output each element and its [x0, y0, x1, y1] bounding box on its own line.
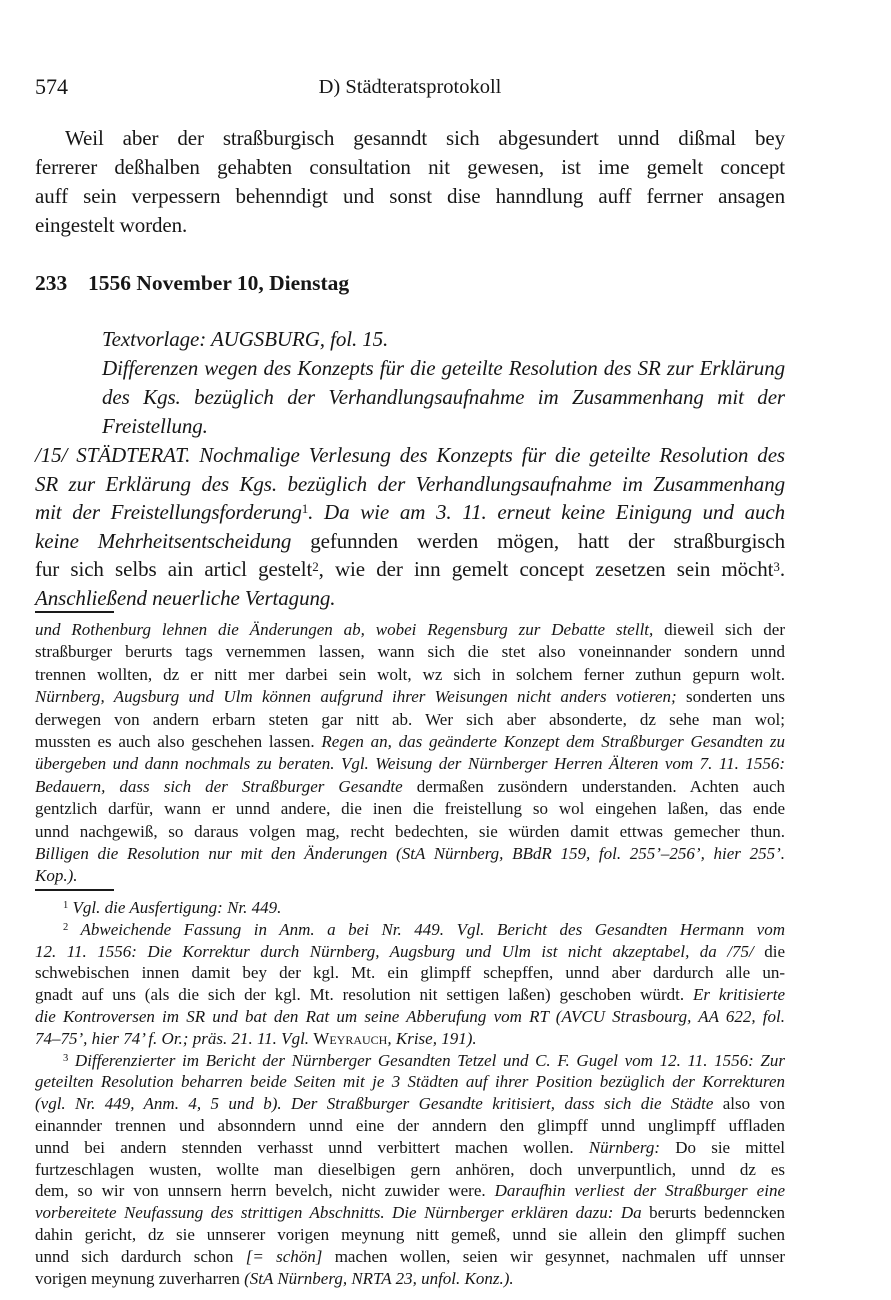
text-segment: /15/ STÄDTERAT. Nochmalige Verlesung des Konzepts für die geteilte Resolution des	[35, 443, 785, 467]
text-segment: 3	[63, 1052, 69, 1064]
text-line	[35, 584, 785, 613]
text-line	[35, 1137, 785, 1159]
text-line	[102, 383, 785, 412]
text-segment: schwebischen innen damit bey der kgl. Mt. ein glimpff schepffen, unnd aber dardurch alle un-	[35, 963, 785, 983]
footnote-separator-rule	[35, 889, 114, 891]
text-segment: 3	[773, 558, 780, 574]
text-line	[35, 124, 785, 153]
text-segment: Kop.).	[35, 866, 78, 886]
text-segment: Bedauern, dass sich der Straßburger Gesandte	[35, 776, 403, 796]
text-segment: unnd nachgewiß, so daraus volgen mag, recht bedechten, sie würden damit ettwas gemecher thun.	[35, 821, 785, 841]
text-line	[35, 941, 785, 963]
text-segment: unnd bei andern stennden verhasst unnd verbittert machen wollen.	[35, 1137, 574, 1157]
text-line	[35, 555, 785, 584]
text-line	[35, 753, 785, 775]
page-number: 574	[35, 74, 68, 99]
text-line	[35, 470, 785, 499]
text-segment: Freistellung.	[102, 414, 208, 438]
text-segment: Textvorlage: AUGSBURG, fol. 15.	[102, 327, 389, 351]
text-segment: also von	[713, 1094, 785, 1114]
text-segment: Daraufhin verliest der Straßburger eine	[485, 1181, 785, 1201]
text-segment: 2	[312, 558, 319, 574]
text-segment: Weyrauch	[313, 1028, 388, 1048]
text-segment: mit der Freistellungsforderung	[35, 500, 302, 525]
entry-date: 1556 November 10, Dienstag	[88, 271, 350, 295]
text-line	[35, 211, 785, 240]
text-segment: auff sein verpessern behenndigt und sonst dise hanndlung auff ferrner ansagen	[35, 184, 785, 208]
apparatus-separator-rule	[35, 611, 114, 613]
text-line	[35, 1006, 785, 1028]
text-line	[35, 153, 785, 182]
text-line	[35, 1115, 785, 1137]
text-segment: dem, so wir von unnsern herrn bevelch, nicht zuwider were.	[35, 1181, 486, 1201]
text-segment: (StA Nürnberg, NRTA 23, unfol. Konz.).	[244, 1268, 514, 1288]
text-segment: Do sie mittel	[660, 1137, 785, 1157]
text-segment: übergeben und dann nochmals zu beraten. Vgl. Weisung der Nürnberger Herren Älteren vom 7. 11. 1556:	[35, 754, 785, 774]
text-segment: Nürnberg:	[573, 1137, 660, 1157]
text-segment: gnadt auf uns (als die sich der kgl. Mt. resolution nit settigen laßen) geschoben würdt.	[35, 985, 685, 1005]
text-segment: berurts bedenncken	[641, 1203, 785, 1223]
text-line	[35, 1071, 785, 1093]
text-line	[35, 897, 785, 919]
text-segment: 1	[63, 900, 69, 912]
text-segment: fur sich selbs ain articl gestelt	[35, 557, 313, 582]
text-segment: Vgl. die Ausfertigung: Nr. 449.	[68, 898, 282, 917]
intro-paragraph	[35, 124, 785, 240]
text-line	[35, 1202, 785, 1224]
entry-body	[35, 441, 785, 613]
text-line	[35, 919, 785, 941]
text-segment: einannder trennen und absonndern unnd eine der anndern den glimpff unnd unglimpff uffladen	[35, 1115, 785, 1135]
text-segment: (vgl. Nr. 449, Anm. 4, 5 und b). Der Straßburger Gesandte kritisiert, dass sich die Städte	[35, 1094, 714, 1114]
text-segment: trennen wollten, dz er nitt mer darbei sein wolt, wz sich in solchem ferner zuthun gepurn wolt.	[35, 664, 785, 684]
running-title: D) Städteratsprotokoll	[318, 76, 502, 98]
text-line	[35, 984, 785, 1006]
text-segment: Nürnberg, Augsburg und Ulm können aufgrund ihrer Weisungen nicht anders votieren;	[35, 687, 677, 707]
text-segment: und Rothenburg lehnen die Änderungen ab, wobei Regensburg zur Debatte stellt,	[35, 620, 654, 639]
text-segment: keine Mehrheitsentscheidung	[35, 528, 292, 553]
text-line	[35, 182, 785, 211]
text-segment: 74–75’, hier 74’ f. Or.; präs. 21. 11. Vgl.	[35, 1028, 314, 1048]
text-line	[35, 1180, 785, 1202]
text-segment: gefunnden werden mögen, hatt der straßburgisch	[291, 528, 785, 553]
entry-heading	[35, 270, 785, 296]
text-segment: des Kgs. bezüglich der Verhandlungsaufnahme im Zusammenhang mit der	[102, 385, 785, 409]
entry-number: 233	[35, 271, 68, 295]
text-line	[35, 731, 785, 753]
text-segment: vorigen meynung zuverharren	[35, 1268, 245, 1288]
text-segment: 2	[63, 922, 69, 934]
text-line	[35, 498, 785, 527]
text-segment: 1	[301, 501, 309, 517]
text-segment: , Krise, 191).	[387, 1028, 477, 1048]
text-line	[35, 798, 785, 820]
textvorlage-block	[102, 325, 785, 441]
text-line	[35, 821, 785, 843]
text-segment: Abweichende Fassung in Anm. a bei Nr. 449. Vgl. Bericht des Gesandten Hermann vom	[68, 919, 785, 939]
text-segment: vorbereitete Neufassung des strittigen Abschnitts. Die Nürnberger erklären dazu: Da	[35, 1203, 642, 1223]
text-line	[35, 1028, 785, 1050]
text-line	[35, 1050, 785, 1072]
text-segment: .	[779, 557, 785, 582]
text-line	[35, 1246, 785, 1268]
text-line	[35, 527, 785, 556]
text-segment: machen wollen, seien wir gesynnet, nachmalen uff unnser	[322, 1246, 785, 1266]
text-line	[35, 843, 785, 865]
text-line	[102, 325, 785, 354]
text-line	[35, 709, 785, 731]
apparatus-block	[35, 619, 785, 888]
text-line	[35, 776, 785, 798]
text-line	[35, 686, 785, 708]
text-segment: Regen an, das geänderte Konzept dem Straßburger Gesandten zu	[314, 732, 786, 752]
text-segment: SR zur Erklärung des Kgs. bezüglich der Verhandlungsaufnahme im Zusammenhang	[35, 471, 785, 496]
text-line	[35, 1224, 785, 1246]
text-line	[35, 664, 785, 686]
footnotes-block	[35, 897, 785, 1289]
page-header	[35, 74, 785, 100]
text-line	[35, 1159, 785, 1181]
text-segment: Billigen die Resolution nur mit den Änderungen (StA Nürnberg, BBdR 159, fol. 255’–256’, hier 255’.	[35, 844, 785, 864]
text-line	[102, 354, 785, 383]
text-segment: eingestelt worden.	[35, 213, 188, 237]
text-segment: Weil aber der straßburgisch gesanndt sich abgesundert unnd dißmal bey	[65, 126, 785, 150]
text-segment: Differenzierter im Bericht der Nürnberger Gesandten Tetzel und C. F. Gugel vom 12. 11. 1556: Zur	[68, 1050, 785, 1070]
text-segment: dieweil sich der	[653, 620, 785, 639]
text-segment: mussten es auch also geschehen lassen.	[35, 732, 315, 752]
text-segment: [= schön]	[245, 1246, 323, 1266]
text-segment: gentzlich darfür, wann er unnd andere, die inen die freistellung so wol eingehen laßen, das ende	[35, 799, 785, 819]
text-segment: Er kritisierte	[684, 985, 785, 1005]
text-line	[35, 441, 785, 470]
text-segment: dermaßen zusöndern understanden. Achten auch	[402, 776, 785, 796]
text-segment: . Da wie am 3. 11. erneut keine Einigung und auch	[308, 500, 785, 525]
text-segment: sonderten uns	[676, 687, 785, 707]
text-line	[35, 1268, 785, 1290]
text-line	[102, 412, 785, 441]
text-line	[35, 865, 785, 887]
text-line	[35, 619, 785, 641]
text-line	[35, 962, 785, 984]
text-segment: straßburger berurts tags vernemmen lassen, wann sich die stet also voneinnander sondern unnd	[35, 642, 785, 662]
text-line	[35, 641, 785, 663]
text-segment: die Kontroversen im SR und bat den Rat um seine Abberufung vom RT (AVCU Strasbourg, AA 622, fol.	[35, 1006, 785, 1026]
text-segment: 12. 11. 1556: Die Korrektur durch Nürnberg, Augsburg und Ulm ist nicht akzeptabel, da /75/	[35, 941, 754, 961]
text-segment: , wie der inn gemelt concept zesetzen sein möcht	[318, 557, 774, 582]
text-segment: Differenzen wegen des Konzepts für die geteilte Resolution des SR zur Erklärung	[102, 356, 785, 380]
text-segment: furtzeschlagen wusten, wollte man dieselbigen gern anhören, doch unverpuntlich, unnd dz es	[35, 1159, 785, 1179]
text-segment: derwegen von andern erbarn steten gar nitt ab. Wer sich aber absonderte, dz sehe man wol;	[35, 709, 785, 729]
text-segment: ferrerer deßhalben gehabten consultation nit gewesen, ist ime gemelt concept	[35, 155, 785, 179]
text-segment: Anschließend neuerliche Vertagung.	[35, 585, 336, 610]
text-segment: dahin gericht, dz sie unnserer vorigen meynung nitt gemeß, unnd sie allein den glimpff suchen	[35, 1224, 785, 1244]
text-line	[35, 1093, 785, 1115]
text-segment: unnd sich dardurch schon	[35, 1246, 246, 1266]
text-segment: die	[753, 941, 785, 961]
text-segment: geteilten Resolution beharren beide Seiten mit je 3 Städten auf ihrer Position bezüglich der Korrekturen	[35, 1072, 785, 1092]
